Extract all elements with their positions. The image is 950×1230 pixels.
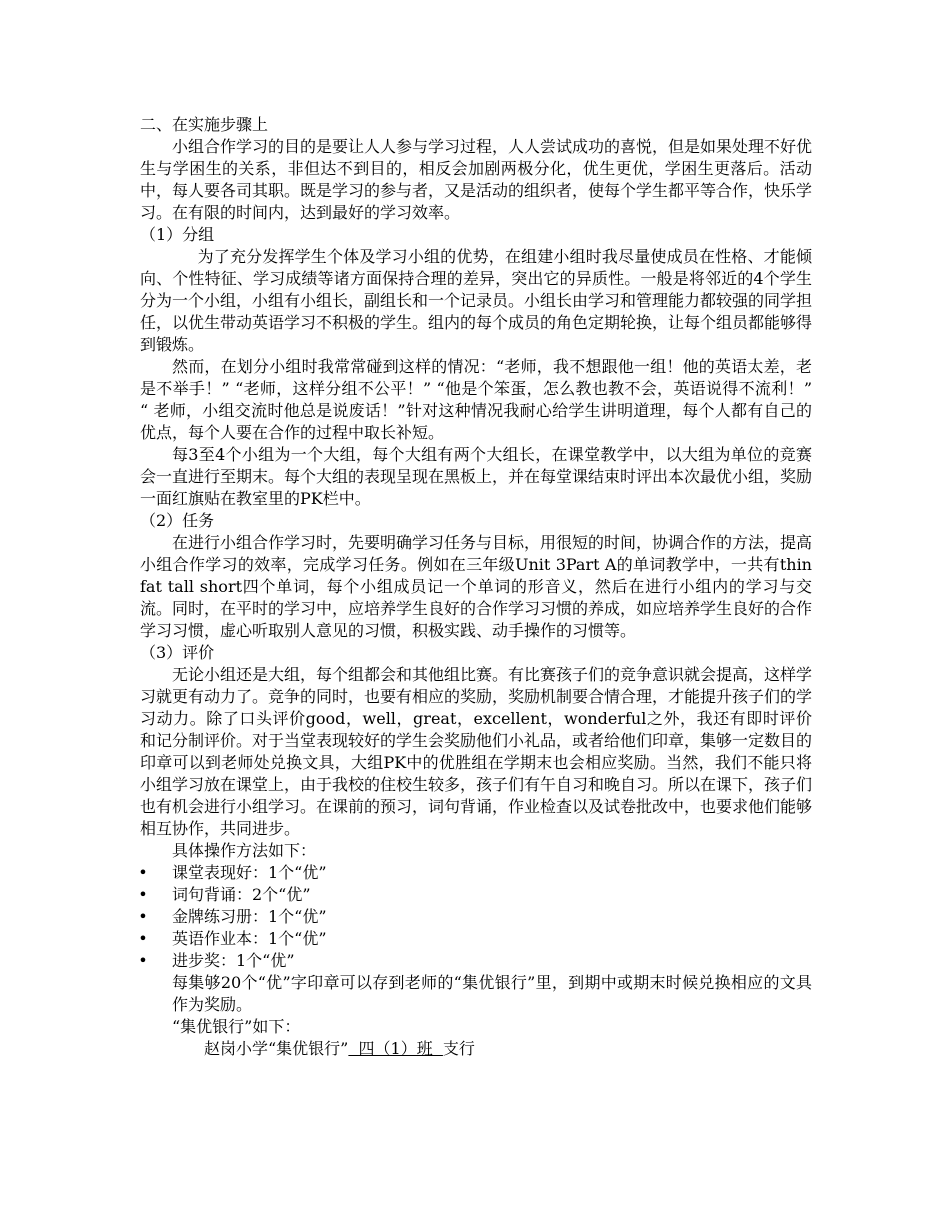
list-item [140,950,812,972]
grouping-paragraph-1: 为了充分发挥学生个体及学习小组的优势，在组建小组时我尽量使成员在性格、才能倾向、个性特征、学习成绩等诸方面保持合理的差异，突出它的异质性。一般是将邻近的4个学生分为一个小组，小组有小组长，副组长和一个记录员。小组长由学习和管理能力都较强的同学担任，以优生带动英语学习不积极的学生。组内的每个成员的角色定期轮换，让每个组员都能够得到锻炼。 [140,247,813,354]
bank-line [140,1038,812,1060]
bank-suffix: 支行 [442,1039,475,1058]
list-item-text: 英语作业本：1个“优” [172,929,327,948]
grouping-heading: （1）分组 [140,225,215,244]
evaluation-paragraph: 无论小组还是大组，每个组都会和其他组比赛。有比赛孩子们的竞争意识就会提高，这样学习就更有动力了。竞争的同时，也要有相应的奖励，奖励机制要合情合理，才能提升孩子们的学习动力。除了口头评价good，well，great，excellent，wonderful之外，我还有即时评价和记分制评价。对于当堂表现较好的学生会奖励他们小礼品，或者给他们印章，集够一定数目的印章可以到老师处兑换文具，大组PK中的优胜组在学期末也会相应奖励。当然，我们不能只将小组学习放在课堂上，由于我校的住校生较多，孩子们有午自习和晚自习。所以在课下，孩子们也有机会进行小组学习。在课前的预习，词句背诵，作业检查以及试卷批改中，也要求他们能够相互协作，共同进步。 [140,665,813,838]
bullet-icon: • [138,863,148,882]
bullet-icon: • [138,929,148,948]
after-list-paragraph: 每集够20个“优”字印章可以存到老师的“集优银行”里，到期中或期末时候兑换相应的文具作为奖励。 [172,973,812,1014]
reward-list [140,862,812,972]
section-title: 二、在实施步骤上 [140,115,269,134]
list-item [140,862,812,884]
list-item [140,928,812,950]
list-item-text: 课堂表现好：1个“优” [172,863,327,882]
list-item-text: 词句背诵：2个“优” [172,885,311,904]
task-paragraph: 在进行小组合作学习时，先要明确学习任务与目标，用很短的时间，协调合作的方法，提高小组合作学习的效率，完成学习任务。例如在三年级Unit 3Part A的单词教学中，一共有thin fat tall short四个单词，每个小组成员记一个单词的形音义，然后在进行小组内的学习与交流。同时，在平时的学习中，应培养学生良好的合作学习习惯的养成，如应培养学生良好的合作学习习惯，虚心听取别人意见的习惯，积极实践、动手操作的习惯等。 [140,533,813,640]
bank-intro: “集优银行”如下： [172,1017,301,1036]
bullet-icon: • [138,951,148,970]
document-page [140,114,812,1060]
list-item [140,906,812,928]
bullet-icon: • [138,885,148,904]
list-item-text: 进步奖：1个“优” [172,951,295,970]
grouping-paragraph-3: 每3至4个小组为一个大组，每个大组有两个大组长，在课堂教学中，以大组为单位的竞赛会一直进行至期末。每个大组的表现呈现在黑板上，并在每堂课结束时评出本次最优小组，奖励一面红旗贴在教室里的PK栏中。 [140,445,813,508]
intro-paragraph: 小组合作学习的目的是要让人人参与学习过程，人人尝试成功的喜悦，但是如果处理不好优生与学困生的关系，非但达不到目的，相反会加剧两极分化，优生更优，学困生更落后。活动中，每人要各司其职。既是学习的参与者，又是活动的组织者，使每个学生都平等合作，快乐学习。在有限的时间内，达到最好的学习效率。 [140,137,813,222]
grouping-paragraph-2: 然而，在划分小组时我常常碰到这样的情况：“老师，我不想跟他一组！他的英语太差，老是不举手！” “老师，这样分组不公平！” “他是个笨蛋，怎么教也教不会，英语说得不流利！” “ 老师，小组交流时他总是说废话！”针对这种情况我耐心给学生讲明道理，每个人都有自己的优点，每个人要在合作的过程中取长补短。 [140,357,812,442]
bank-prefix: 赵岗小学“集优银行” [204,1039,349,1058]
list-item-text: 金牌练习册：1个“优” [172,907,327,926]
bullet-icon: • [138,907,148,926]
task-heading: （2）任务 [140,511,215,530]
bank-class: 四（1）班 [348,1039,443,1058]
evaluation-heading: （3）评价 [140,643,215,662]
list-item [140,884,812,906]
method-intro: 具体操作方法如下： [172,841,317,860]
